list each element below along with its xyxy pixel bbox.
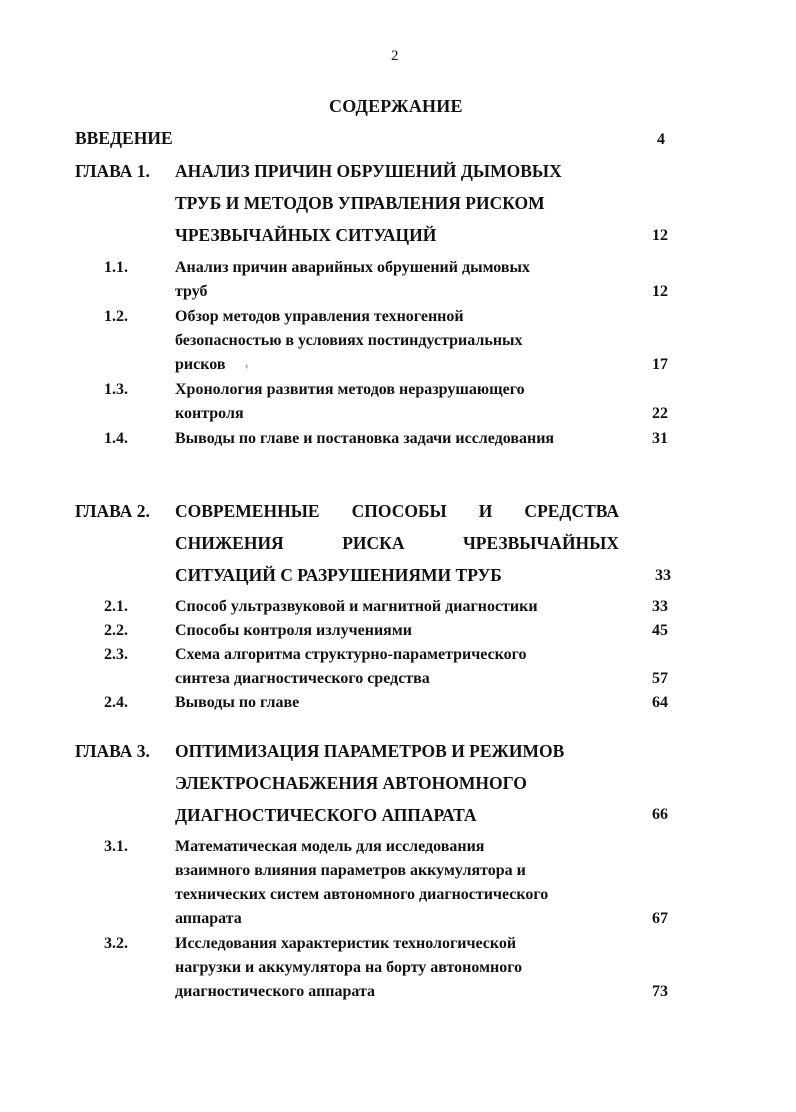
section-number: 1.2. [104, 308, 128, 325]
section-page: 22 [652, 405, 668, 422]
section-title-line: диагностического аппарата [175, 983, 376, 1000]
intro-label: ВВЕДЕНИЕ [75, 128, 173, 148]
section-page: 33 [652, 598, 668, 615]
section-page: 64 [652, 694, 668, 711]
chapter-3-page: 66 [652, 806, 668, 823]
section-title-line: аппарата [175, 910, 242, 927]
section-number: 2.2. [104, 622, 128, 639]
chapter-3-title-line: ОПТИМИЗАЦИЯ ПАРАМЕТРОВ И РЕЖИМОВ [175, 741, 565, 761]
section-page: 67 [652, 910, 668, 927]
intro-page: 4 [657, 131, 665, 148]
chapter-1-title-line: АНАЛИЗ ПРИЧИН ОБРУШЕНИЙ ДЫМОВЫХ [175, 161, 562, 181]
chapter-1-page: 12 [652, 227, 668, 244]
section-page: 57 [652, 670, 668, 687]
chapter-2-title-line: СИТУАЦИЙ С РАЗРУШЕНИЯМИ ТРУБ [175, 565, 502, 585]
chapter-1-label: ГЛАВА 1. [75, 161, 150, 181]
section-page: 73 [652, 983, 668, 1000]
section-title-line: нагрузки и аккумулятора на борту автономного [175, 959, 523, 976]
chapter-2-title-line: СНИЖЕНИЯ РИСКА ЧРЕЗВЫЧАЙНЫХ [175, 533, 619, 553]
section-page: 31 [652, 430, 668, 447]
section-page: 45 [652, 622, 668, 639]
section-page: 12 [652, 283, 668, 300]
chapter-2-title-line: СОВРЕМЕННЫЕ СПОСОБЫ И СРЕДСТВА [175, 501, 619, 521]
section-number: 1.3. [104, 381, 128, 398]
section-title-line: Выводы по главе [175, 694, 300, 711]
section-title-line: контроля [175, 405, 244, 422]
section-title-line: Способы контроля излучениями [175, 622, 412, 639]
section-title-line: безопасностью в условиях постиндустриальных [175, 332, 523, 349]
section-number: 2.1. [104, 598, 128, 615]
section-title-line: труб [175, 283, 208, 300]
chapter-2-label: ГЛАВА 2. [75, 501, 150, 521]
section-page: 17 [652, 356, 668, 373]
section-number: 3.2. [104, 935, 128, 952]
chapter-2-page: 33 [655, 567, 671, 584]
section-title-line: Хронология развития методов неразрушающего [175, 381, 525, 398]
section-title-line: технических систем автономного диагностического [175, 886, 549, 903]
chapter-3-label: ГЛАВА 3. [75, 741, 150, 761]
section-title-line: Математическая модель для исследования [175, 838, 485, 855]
section-title-line: Выводы по главе и постановка задачи исследования [175, 430, 555, 447]
section-number: 2.3. [104, 646, 128, 663]
section-title-line: рисков [175, 356, 226, 373]
page-number: 2 [391, 48, 399, 64]
chapter-1-title-line: ЧРЕЗВЫЧАЙНЫХ СИТУАЦИЙ [175, 225, 437, 245]
chapter-3-title-line: ДИАГНОСТИЧЕСКОГО АППАРАТА [175, 805, 477, 825]
section-number: 3.1. [104, 838, 128, 855]
scan-artifact: ‹ [245, 360, 249, 372]
section-title-line: Схема алгоритма структурно-параметрического [175, 646, 527, 663]
section-number: 2.4. [104, 694, 128, 711]
section-title-line: синтеза диагностического средства [175, 670, 430, 687]
chapter-1-title-line: ТРУБ И МЕТОДОВ УПРАВЛЕНИЯ РИСКОМ [175, 193, 545, 213]
toc-title: СОДЕРЖАНИЕ [329, 96, 463, 116]
chapter-3-title-line: ЭЛЕКТРОСНАБЖЕНИЯ АВТОНОМНОГО [175, 773, 527, 793]
section-number: 1.4. [104, 430, 128, 447]
section-title-line: Исследования характеристик технологической [175, 935, 517, 952]
section-title-line: Способ ультразвуковой и магнитной диагностики [175, 598, 538, 615]
section-title-line: Обзор методов управления техногенной [175, 308, 464, 325]
section-title-line: взаимного влияния параметров аккумулятора и [175, 862, 526, 879]
section-title-line: Анализ причин аварийных обрушений дымовых [175, 259, 530, 276]
section-number: 1.1. [104, 259, 128, 276]
